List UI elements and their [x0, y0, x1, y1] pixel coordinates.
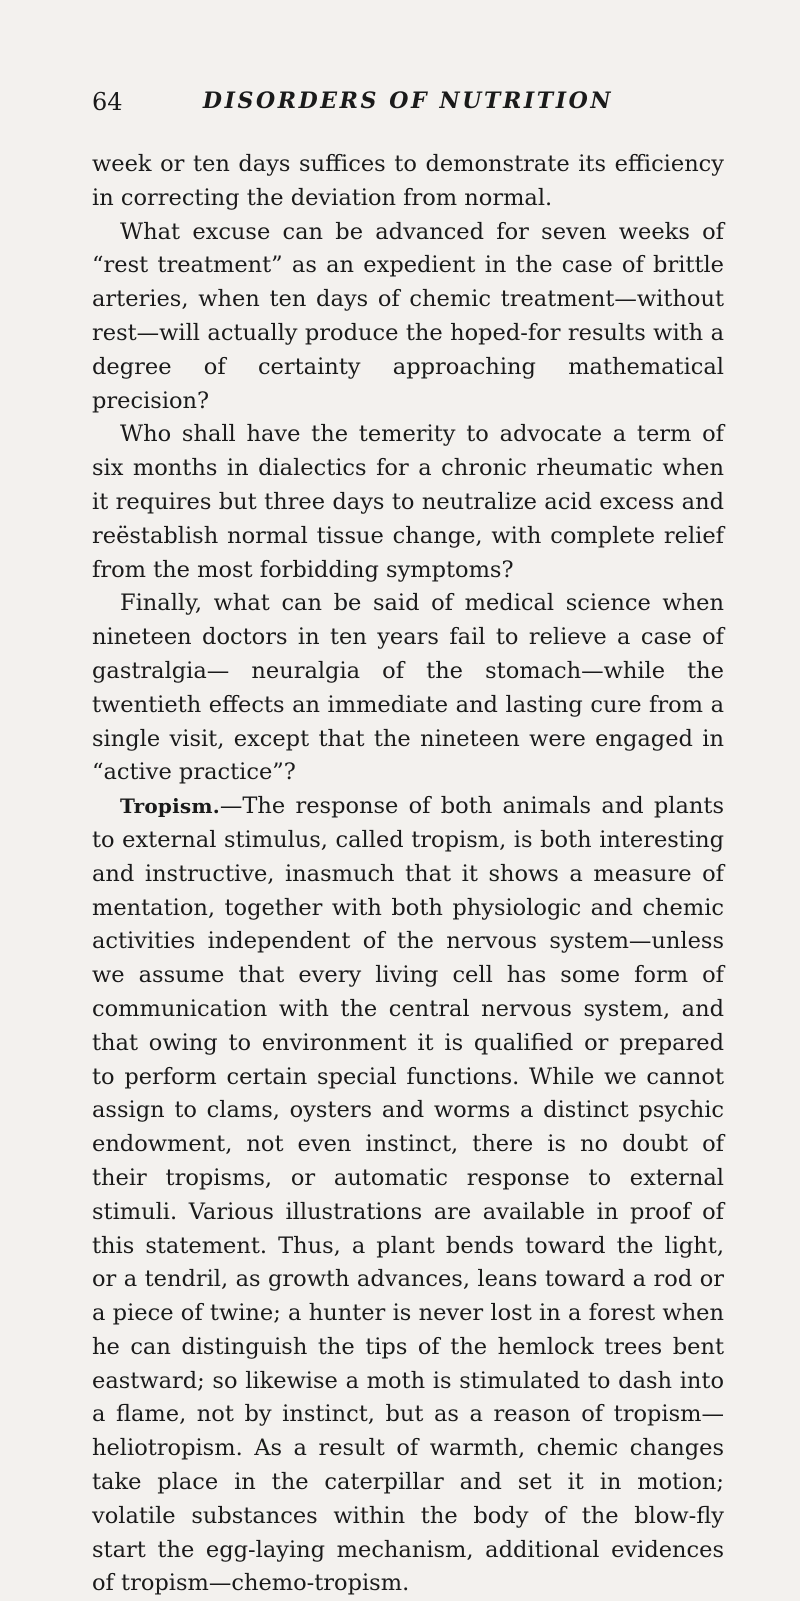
paragraph-rest-treatment: What excuse can be advanced for seven weeks of “rest treatment” as an expedient in the case of brittle arteries, when ten days of chemic treatment—without rest—will actually produce the hoped-for results with a degree of certainty approaching mathematical precision?	[92, 218, 724, 414]
body-text	[92, 148, 724, 1601]
paragraph-tropism	[92, 790, 724, 1601]
paragraph-continuation: week or ten days suffices to demonstrate its efficiency in correcting the deviation from normal.	[92, 151, 724, 211]
page-number: 64	[92, 88, 123, 116]
tropism-text: —The response of both animals and plants to external stimulus, called tropism, is both interesting and instructive, inasmuch that it shows a measure of mentation, together with both physiologic and chemic activities independent of the nervous system—unless we assume that every living cell has some form of communication with the central nervous system, and that owing to environment it is qualified or prepared to perform certain special functions. While we cannot assign to clams, oysters and worms a distinct psychic endowment, not even instinct, there is no doubt of their tropisms, or automatic response to external stimuli. Various illustrations are available in proof of this statement. Thus, a plant bends toward the light, or a tendril, as growth advances, leans toward a rod or a piece of twine; a hunter is never lost in a forest when he can distinguish the tips of the hemlock trees bent eastward; so likewise a moth is stimulated to dash into a flame, not by instinct, but as a reason of tropism—heliotropism. As a result of warmth, chemic changes take place in the caterpillar and set it in motion; volatile substances within the body of the blow-fly start the egg-laying mechanism, additional evidences of tropism—chemo-tropism.	[92, 793, 724, 1597]
page-header	[92, 88, 724, 124]
paragraph-rheumatic: Who shall have the temerity to advocate a term of six months in dialectics for a chronic rheumatic when it requires but three days to neutralize acid excess and reëstablish normal tissue change, with complete relief from the most forbidding symptoms?	[92, 421, 724, 583]
running-head: DISORDERS OF NUTRITION	[202, 88, 614, 114]
paragraph-gastralgia: Finally, what can be said of medical science when nineteen doctors in ten years fail to relieve a case of gastralgia— neuralgia of the stomach—while the twentieth effects an immediate and lasting cure from a single visit, except that the nineteen were engaged in “active practice”?	[92, 590, 724, 786]
tropism-heading: Tropism.	[120, 794, 220, 819]
